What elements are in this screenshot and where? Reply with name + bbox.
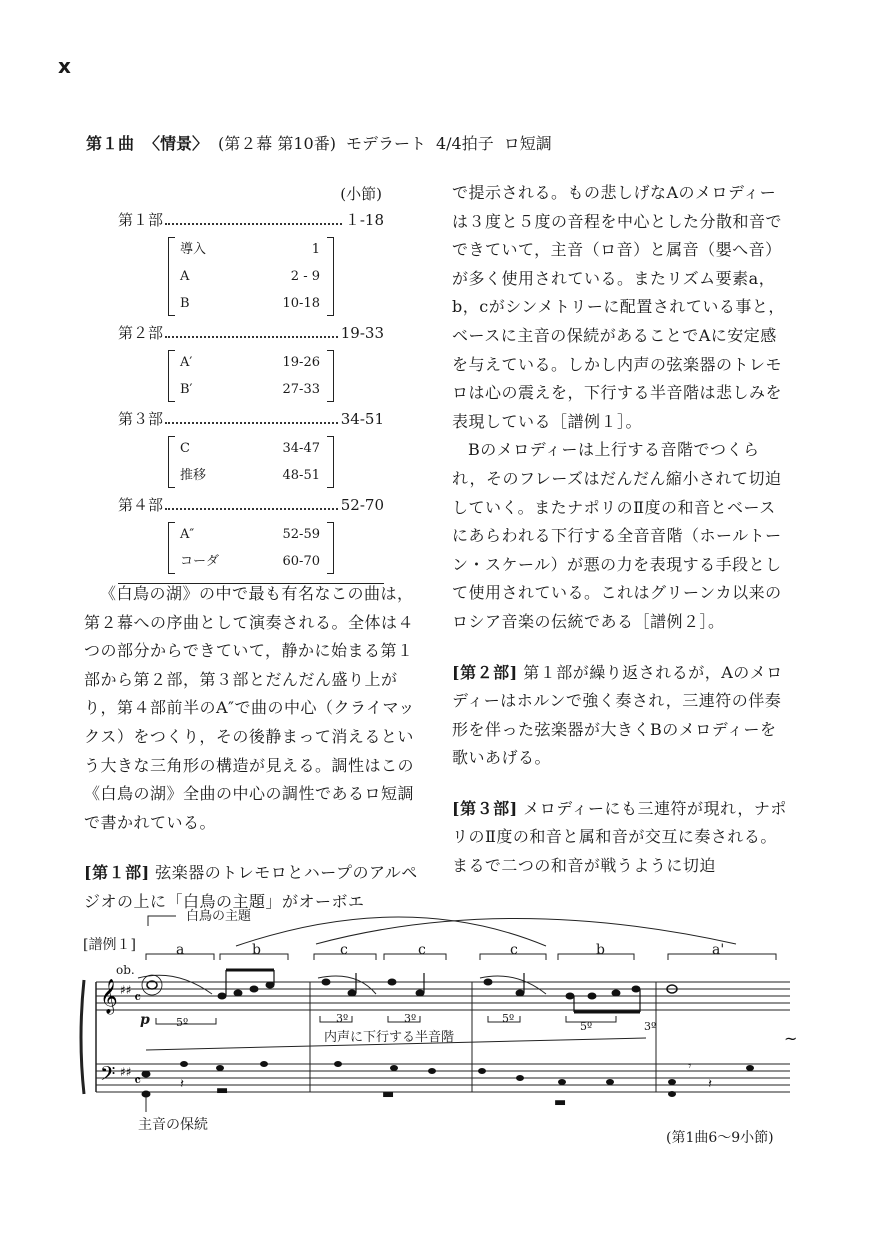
interval-label: 3º <box>404 1012 417 1025</box>
page-marker: x <box>58 54 71 78</box>
figure-caption: (第1曲6〜9小節) <box>666 1130 774 1146</box>
structure-subsections <box>168 433 334 491</box>
part2-paragraph <box>452 659 788 773</box>
subsection-row <box>168 462 334 489</box>
treble-clef-icon: 𝄞 <box>100 979 118 1014</box>
leader-dots <box>165 319 338 338</box>
motif-label: a' <box>712 942 725 958</box>
structure-subsections <box>168 519 334 577</box>
motif-label: c <box>510 942 518 958</box>
subsection-label: B <box>180 296 190 311</box>
subsection-row <box>168 435 334 462</box>
part1-heading: [第１部] <box>84 863 150 883</box>
rest-icon: 𝄾 <box>688 1059 692 1074</box>
theme-bracket <box>148 916 176 926</box>
subsection-label: C <box>180 441 190 456</box>
key-signature-icon: ♯♯ <box>120 983 132 997</box>
motif-brackets <box>146 954 776 960</box>
instrument-label: ob. <box>116 963 135 977</box>
movement-title: 〈情景〉 <box>144 134 209 153</box>
interval-label: 3º <box>644 1020 657 1033</box>
subsection-row <box>168 290 334 317</box>
melody-b-paragraph: Bのメロディーは上行する音階でつくられ，そのフレーズはだんだん縮小されて切迫していく。またナポリのⅡ度の和音とベースにあらわれる下行する全音音階（ホールトーン・スケール）が悪の力を表現する手段として使用されている。これはグリーンカ以来のロシア音楽の伝統である［譜例２］。 <box>452 440 782 631</box>
note-stems <box>226 970 640 1012</box>
subsection-row <box>168 521 334 548</box>
subsection-label: A <box>180 269 190 284</box>
motif-label: c <box>340 942 348 958</box>
subsection-range: 1 <box>311 242 320 257</box>
subsection-label: 推移 <box>180 468 207 483</box>
part-range: １-18 <box>344 211 384 229</box>
motif-label: b <box>596 942 605 958</box>
structure-part <box>118 405 384 433</box>
movement-source: (第２幕 第10番) <box>218 134 336 153</box>
rest-icon: 𝄽 <box>708 1077 712 1092</box>
bracket-left <box>168 522 175 574</box>
subsection-row <box>168 236 334 263</box>
motif-label: a <box>176 942 185 958</box>
subsection-range: 52-59 <box>282 527 320 542</box>
structure-part <box>118 319 384 347</box>
structure-subsections <box>168 347 334 405</box>
movement-heading <box>86 131 562 154</box>
part-range: 34-51 <box>340 410 384 428</box>
part2-heading: [第２部] <box>452 662 518 682</box>
structure-part <box>118 206 384 234</box>
subsection-range: 48-51 <box>282 468 320 483</box>
subsection-row <box>168 263 334 290</box>
part1-continued-paragraph: で提示される。もの悲しげなAのメロディーは３度と５度の音程を中心とした分散和音でできていて，主音（ロ音）と属音（嬰へ音）が多く使用されている。またリズム要素a，b，cがシンメトリーに配置されている事と，ベースに主音の保続があることでAに安定感を与えている。しかし内声の弦楽器のトレモロは心の震えを，下行する半音階は悲しみを表現している［譜例１］。 <box>452 183 785 431</box>
left-column <box>84 580 420 917</box>
subsection-range: 10-18 <box>282 296 320 311</box>
bracket-left <box>168 436 175 488</box>
structure-part <box>118 491 384 519</box>
motif-label: c <box>418 942 426 958</box>
bracket-right <box>327 237 334 316</box>
interval-label: 5º <box>580 1020 593 1033</box>
trill-icon: ~ <box>784 1029 798 1048</box>
structure-unit: (小節) <box>340 185 382 203</box>
subsection-row <box>168 376 334 403</box>
rest-icon: ▬ <box>382 1087 395 1102</box>
structure-subsections <box>168 234 334 319</box>
leader-dots <box>165 206 342 225</box>
bass-staff <box>96 1064 790 1092</box>
bracket-left <box>168 237 175 316</box>
dynamic-marking: p <box>140 1012 150 1028</box>
phrase-arc <box>316 919 736 945</box>
part-name: 第３部 <box>118 410 164 428</box>
pedal-label: 主音の保続 <box>138 1117 208 1133</box>
subsection-range: 34-47 <box>282 441 320 456</box>
figure-label: [譜例１] <box>83 937 136 953</box>
inner-voice-label: 内声に下行する半音階 <box>324 1030 455 1045</box>
bracket-right <box>327 350 334 402</box>
part-name: 第２部 <box>118 324 164 342</box>
subsection-label: A″ <box>180 527 195 542</box>
leader-dots <box>165 405 338 424</box>
common-time-icon: 𝄴 <box>134 1071 142 1090</box>
part3-heading: [第３部] <box>452 798 518 818</box>
interval-label: 5º <box>176 1016 189 1029</box>
rest-icon: 𝄽 <box>180 1077 184 1092</box>
part-name: 第４部 <box>118 496 164 514</box>
part2-text: 第１部が繰り返されるが，Aのメロディーはホルンで強く奏され，三連符の伴奏形を伴った弦楽器が大きくBのメロディーを歌いあげる。 <box>452 662 783 768</box>
bracket-right <box>327 522 334 574</box>
subsection-range: 60-70 <box>282 554 320 569</box>
phrase-arc <box>236 917 546 946</box>
interval-label: 5º <box>502 1012 515 1025</box>
rest-icon: ▬ <box>216 1083 229 1098</box>
subsection-range: 19-26 <box>282 355 320 370</box>
rest-icon: ▬ <box>554 1095 567 1110</box>
theme-label: 白鳥の主題 <box>186 909 252 924</box>
key-signature-icon: ♯♯ <box>120 1065 132 1079</box>
subsection-label: A′ <box>180 355 193 370</box>
part3-text: メロディーにも三連符が現れ，ナポリのⅡ度の和音と属和音が交互に奏される。まるで二つの和音が戦うように切迫 <box>452 798 787 876</box>
leader-dots <box>165 491 338 510</box>
part1-text: 弦楽器のトレモロとハープのアルペジオの上に「白鳥の主題」がオーボエ <box>84 863 418 911</box>
subsection-label: コーダ <box>180 554 220 569</box>
meter-marking: 4/4拍子 <box>435 134 494 153</box>
part-range: 19-33 <box>340 324 384 342</box>
system-brace <box>81 980 84 1094</box>
subsection-range: 27-33 <box>282 382 320 397</box>
structure-table <box>118 182 384 584</box>
intro-paragraph: 《白鳥の湖》の中で最も有名なこの曲は，第２幕への序曲として演奏される。全体は４つの部分からできていて，静かに始まる第１部から第２部，第３部とだんだん盛り上がり，第４部前半のA″で曲の中心（クライマックス）をつくり，その後静まって消えるという大きな三角形の構造が見える。調性はこの《白鳥の湖》全曲の中心の調性であるロ短調で書かれている。 <box>84 584 415 832</box>
right-column <box>452 179 788 881</box>
part-name: 第１部 <box>118 211 164 229</box>
part3-paragraph <box>452 795 788 881</box>
subsection-row <box>168 349 334 376</box>
motif-label: b <box>252 942 261 958</box>
key-marking: ロ短調 <box>503 134 552 153</box>
subsection-range: 2 - 9 <box>290 269 320 284</box>
subsection-label: 導入 <box>180 242 207 257</box>
subsection-row <box>168 548 334 575</box>
part-range: 52-70 <box>340 496 384 514</box>
bracket-left <box>168 350 175 402</box>
bracket-right <box>327 436 334 488</box>
common-time-icon: 𝄴 <box>134 988 142 1007</box>
movement-number: 第１曲 <box>86 134 135 153</box>
bass-clef-icon: 𝄢 <box>100 1062 116 1090</box>
tempo-marking: モデラート <box>345 134 426 153</box>
interval-label: 3º <box>336 1012 349 1025</box>
subsection-label: B′ <box>180 382 193 397</box>
